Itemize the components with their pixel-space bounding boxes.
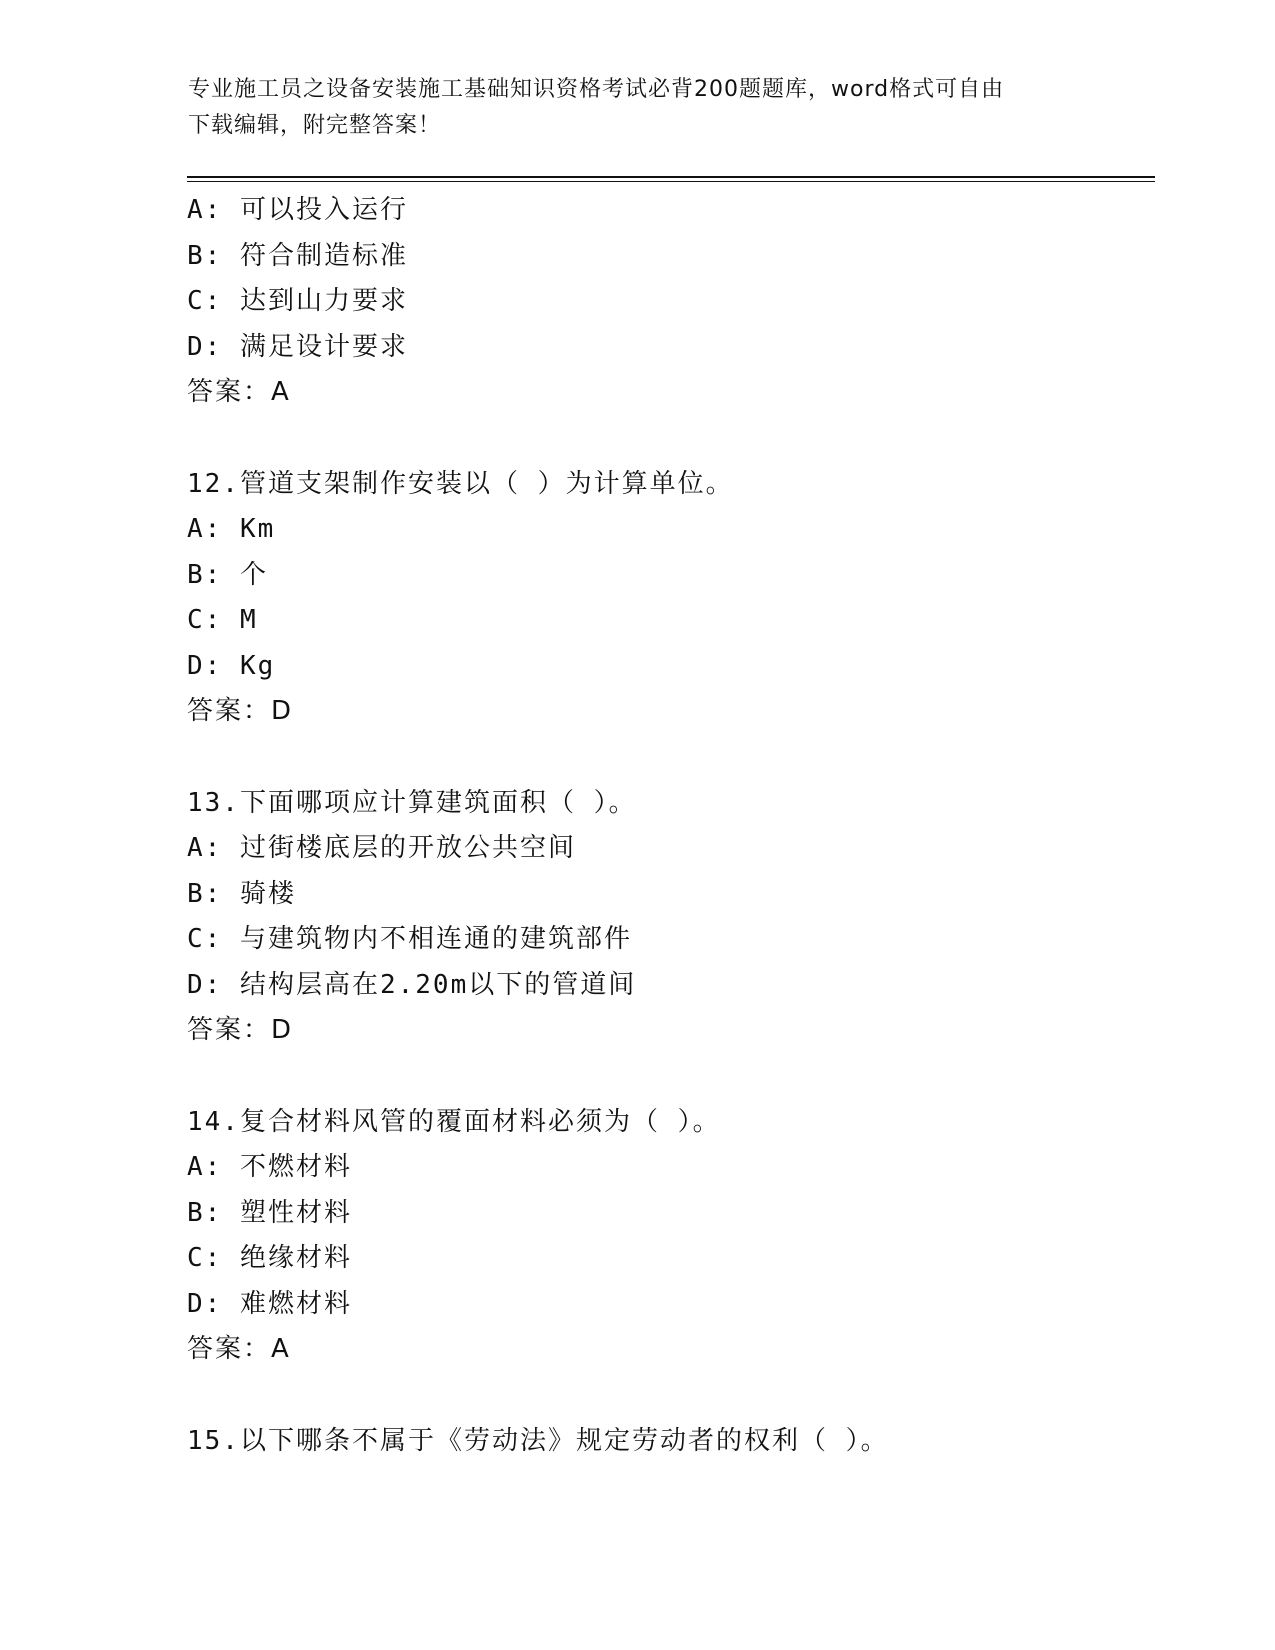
- answer: 答案：D: [187, 696, 294, 726]
- option-d: D: Kg: [187, 650, 276, 681]
- spacer: [187, 1373, 1147, 1419]
- question-stem: 12.管道支架制作安装以（ ）为计算单位。: [187, 468, 734, 499]
- spacer: [187, 735, 1147, 781]
- option-d: D: 结构层高在2.20m以下的管道间: [187, 969, 637, 1000]
- option-c: C: 与建筑物内不相连通的建筑部件: [187, 924, 632, 954]
- option-c: C: M: [187, 605, 258, 635]
- question-13: [187, 781, 1147, 1054]
- option-c: C: 达到山力要求: [187, 286, 408, 316]
- option-a: A: 过街楼底层的开放公共空间: [187, 833, 576, 863]
- option-b: B: 塑性材料: [187, 1197, 352, 1228]
- option-d: D: 满足设计要求: [187, 331, 408, 362]
- option-a: A: 不燃材料: [187, 1152, 352, 1182]
- header-rule-bottom: [187, 181, 1155, 182]
- question-14: [187, 1100, 1147, 1373]
- option-c: C: 绝缘材料: [187, 1243, 352, 1273]
- header-line-1: 专业施工员之设备安装施工基础知识资格考试必背200题题库，word格式可自由: [188, 77, 1005, 102]
- question-12: [187, 462, 1147, 735]
- question-stem: 14.复合材料风管的覆面材料必须为（ ）。: [187, 1106, 721, 1137]
- question-stem: 15.以下哪条不属于《劳动法》规定劳动者的权利（ ）。: [187, 1425, 889, 1456]
- question-11: [187, 188, 1147, 416]
- header-line-2: 下载编辑，附完整答案！: [188, 113, 442, 138]
- question-stem: 13.下面哪项应计算建筑面积（ ）。: [187, 787, 637, 818]
- spacer: [187, 1054, 1147, 1100]
- answer: 答案：D: [187, 1015, 294, 1045]
- document-header: [188, 72, 1088, 144]
- header-rule-top: [187, 176, 1155, 178]
- option-b: B: 符合制造标准: [187, 240, 408, 271]
- option-d: D: 难燃材料: [187, 1288, 352, 1319]
- question-15: [187, 1419, 1147, 1465]
- spacer: [187, 416, 1147, 462]
- answer: 答案：A: [187, 377, 291, 407]
- option-b: B: 骑楼: [187, 878, 296, 909]
- answer: 答案：A: [187, 1334, 291, 1364]
- option-b: B: 个: [187, 559, 268, 590]
- option-a: A: Km: [187, 514, 276, 544]
- option-a: A: 可以投入运行: [187, 195, 408, 225]
- question-list: [187, 188, 1147, 1464]
